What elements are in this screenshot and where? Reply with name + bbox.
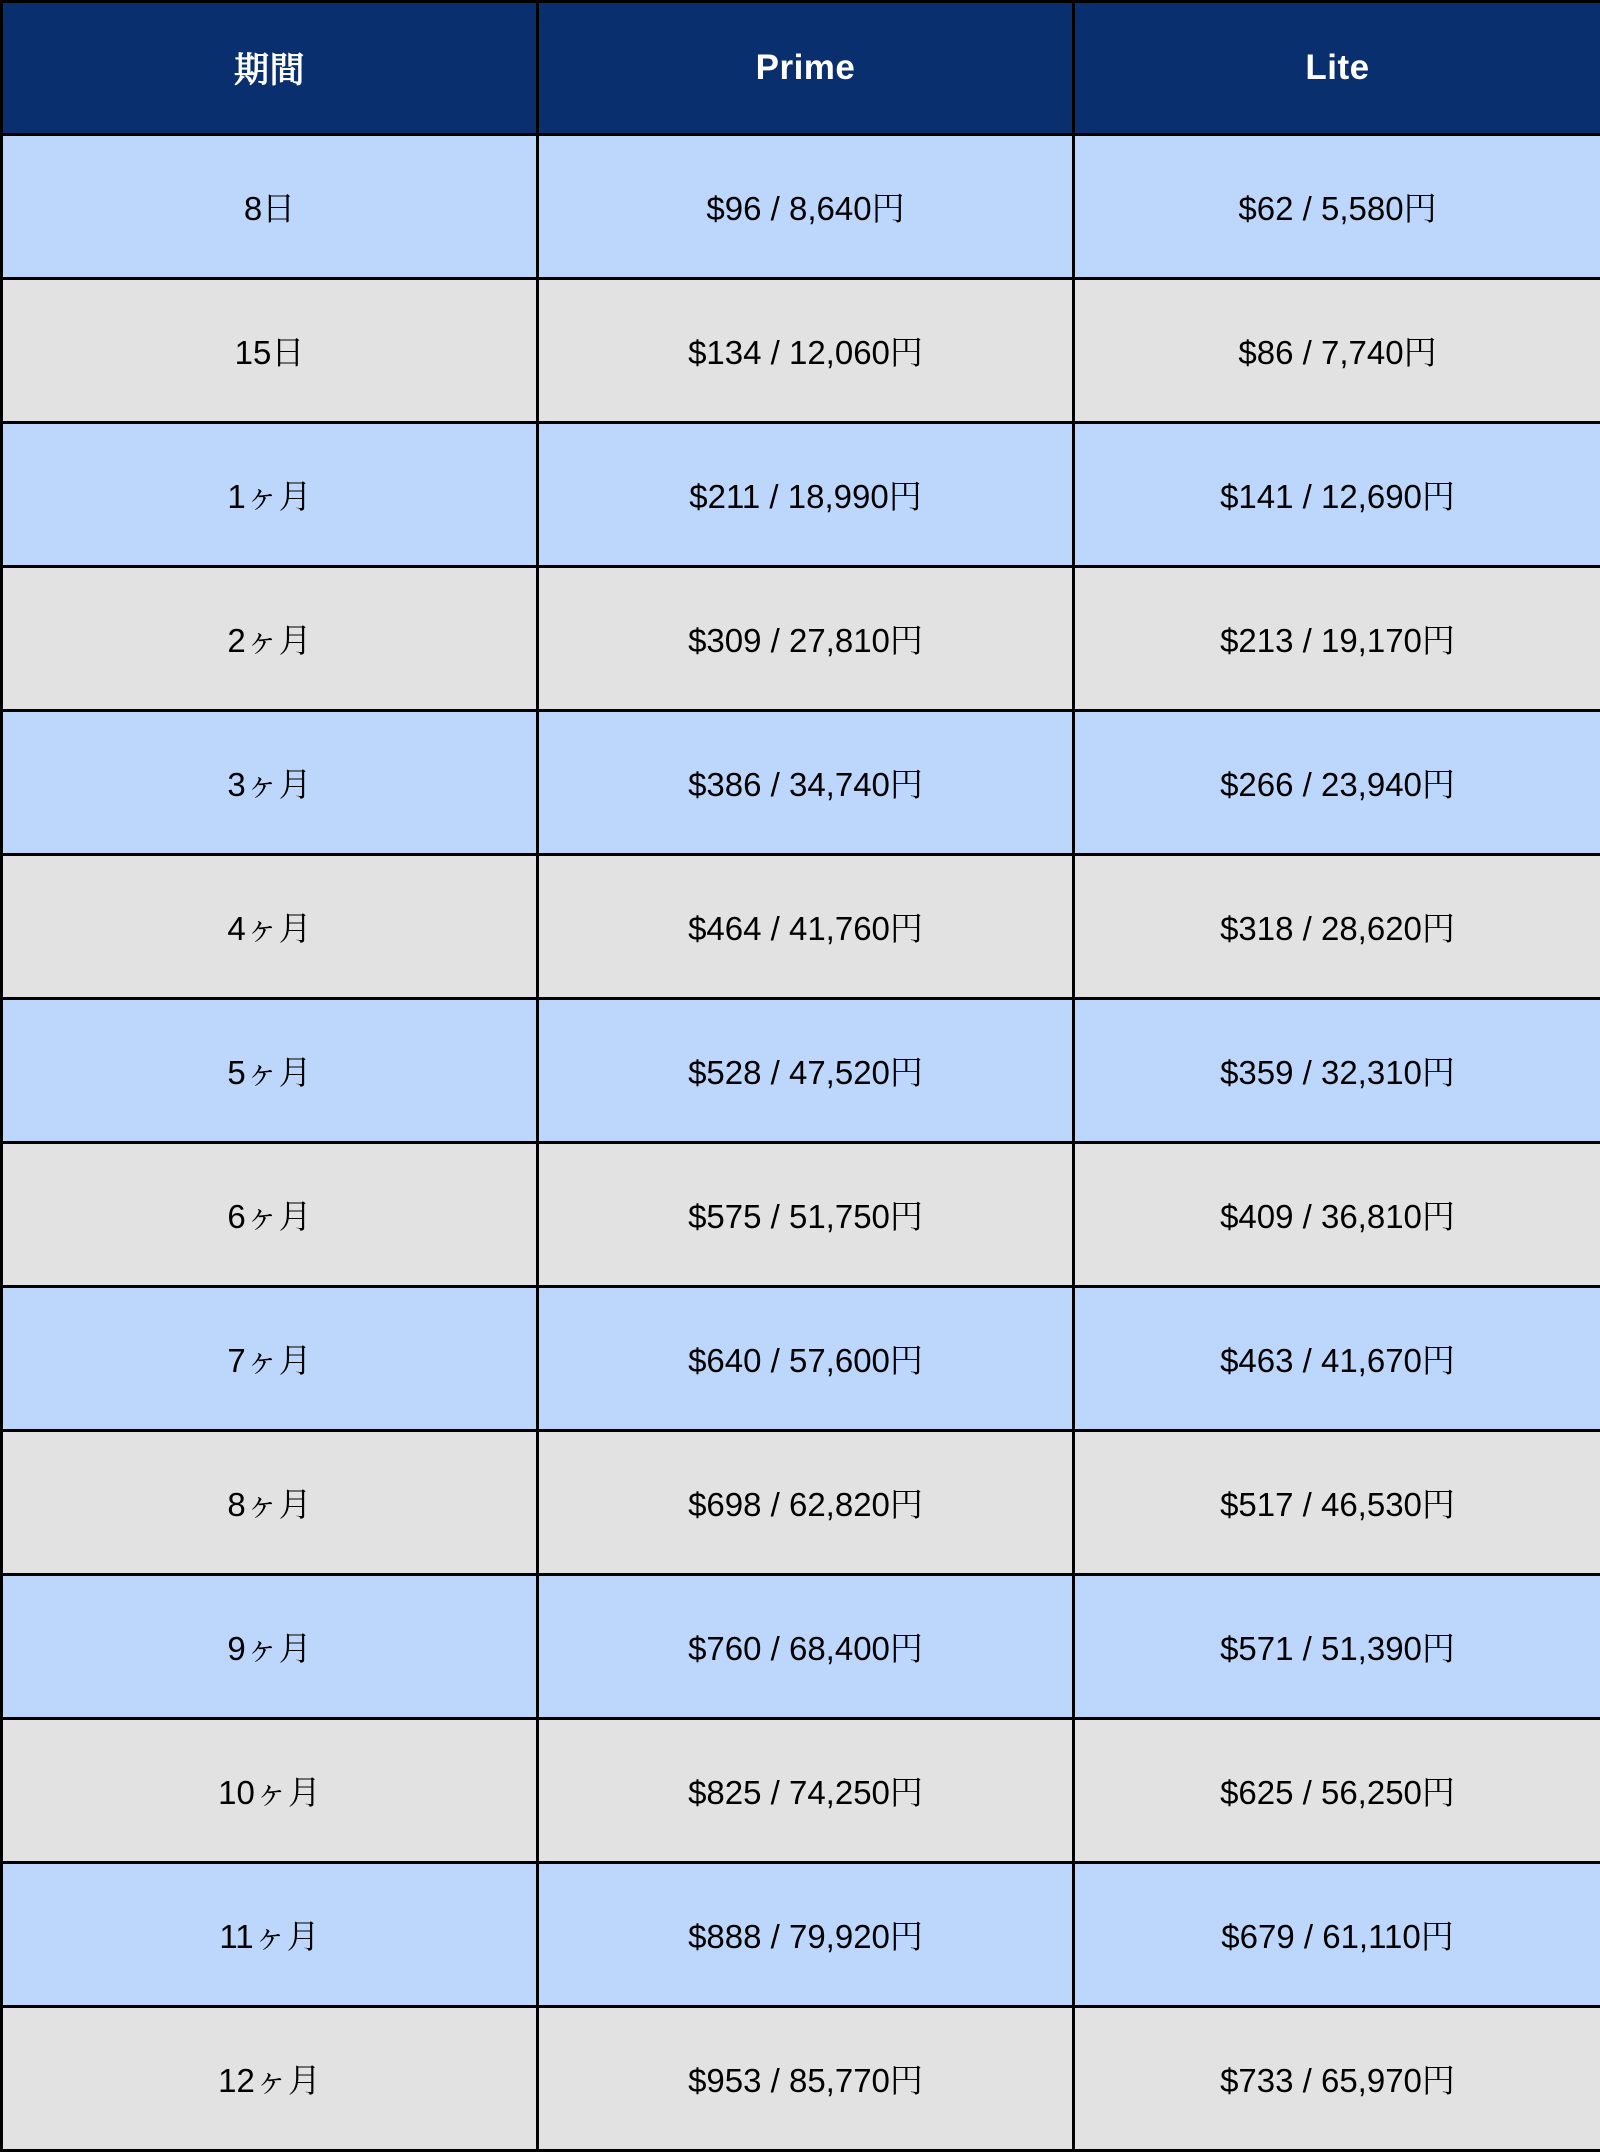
table-row xyxy=(2,1143,1600,1287)
table-body xyxy=(2,135,1600,2151)
cell-prime-price: $825 / 74,250円 xyxy=(538,1719,1074,1863)
cell-period: 3ヶ月 xyxy=(2,711,538,855)
cell-lite-price: $213 / 19,170円 xyxy=(1074,567,1600,711)
cell-lite-price: $141 / 12,690円 xyxy=(1074,423,1600,567)
table-row xyxy=(2,279,1600,423)
table-row xyxy=(2,855,1600,999)
cell-period: 10ヶ月 xyxy=(2,1719,538,1863)
table-row xyxy=(2,1287,1600,1431)
table-row xyxy=(2,1575,1600,1719)
table-row xyxy=(2,1863,1600,2007)
table-row xyxy=(2,1431,1600,1575)
cell-prime-price: $528 / 47,520円 xyxy=(538,999,1074,1143)
cell-prime-price: $464 / 41,760円 xyxy=(538,855,1074,999)
table-row xyxy=(2,711,1600,855)
cell-lite-price: $86 / 7,740円 xyxy=(1074,279,1600,423)
cell-period: 1ヶ月 xyxy=(2,423,538,567)
table-row xyxy=(2,135,1600,279)
cell-lite-price: $463 / 41,670円 xyxy=(1074,1287,1600,1431)
cell-lite-price: $266 / 23,940円 xyxy=(1074,711,1600,855)
table-row xyxy=(2,567,1600,711)
table-row xyxy=(2,2007,1600,2151)
cell-prime-price: $698 / 62,820円 xyxy=(538,1431,1074,1575)
column-header-lite: Lite xyxy=(1074,2,1600,135)
cell-period: 9ヶ月 xyxy=(2,1575,538,1719)
cell-lite-price: $318 / 28,620円 xyxy=(1074,855,1600,999)
cell-prime-price: $96 / 8,640円 xyxy=(538,135,1074,279)
cell-prime-price: $888 / 79,920円 xyxy=(538,1863,1074,2007)
cell-prime-price: $575 / 51,750円 xyxy=(538,1143,1074,1287)
cell-period: 2ヶ月 xyxy=(2,567,538,711)
cell-prime-price: $211 / 18,990円 xyxy=(538,423,1074,567)
cell-lite-price: $409 / 36,810円 xyxy=(1074,1143,1600,1287)
cell-lite-price: $625 / 56,250円 xyxy=(1074,1719,1600,1863)
cell-period: 5ヶ月 xyxy=(2,999,538,1143)
cell-lite-price: $62 / 5,580円 xyxy=(1074,135,1600,279)
column-header-period: 期間 xyxy=(2,2,538,135)
cell-lite-price: $571 / 51,390円 xyxy=(1074,1575,1600,1719)
column-header-prime: Prime xyxy=(538,2,1074,135)
cell-prime-price: $386 / 34,740円 xyxy=(538,711,1074,855)
cell-prime-price: $640 / 57,600円 xyxy=(538,1287,1074,1431)
cell-period: 8日 xyxy=(2,135,538,279)
cell-lite-price: $359 / 32,310円 xyxy=(1074,999,1600,1143)
cell-period: 7ヶ月 xyxy=(2,1287,538,1431)
cell-lite-price: $733 / 65,970円 xyxy=(1074,2007,1600,2151)
table-row xyxy=(2,1719,1600,1863)
table-header xyxy=(2,2,1600,135)
cell-period: 6ヶ月 xyxy=(2,1143,538,1287)
table-row xyxy=(2,423,1600,567)
cell-period: 4ヶ月 xyxy=(2,855,538,999)
cell-period: 8ヶ月 xyxy=(2,1431,538,1575)
cell-lite-price: $679 / 61,110円 xyxy=(1074,1863,1600,2007)
cell-period: 12ヶ月 xyxy=(2,2007,538,2151)
cell-prime-price: $760 / 68,400円 xyxy=(538,1575,1074,1719)
cell-prime-price: $134 / 12,060円 xyxy=(538,279,1074,423)
cell-period: 15日 xyxy=(2,279,538,423)
cell-prime-price: $953 / 85,770円 xyxy=(538,2007,1074,2151)
cell-lite-price: $517 / 46,530円 xyxy=(1074,1431,1600,1575)
table-row xyxy=(2,999,1600,1143)
table-header-row xyxy=(2,2,1600,135)
cell-period: 11ヶ月 xyxy=(2,1863,538,2007)
cell-prime-price: $309 / 27,810円 xyxy=(538,567,1074,711)
